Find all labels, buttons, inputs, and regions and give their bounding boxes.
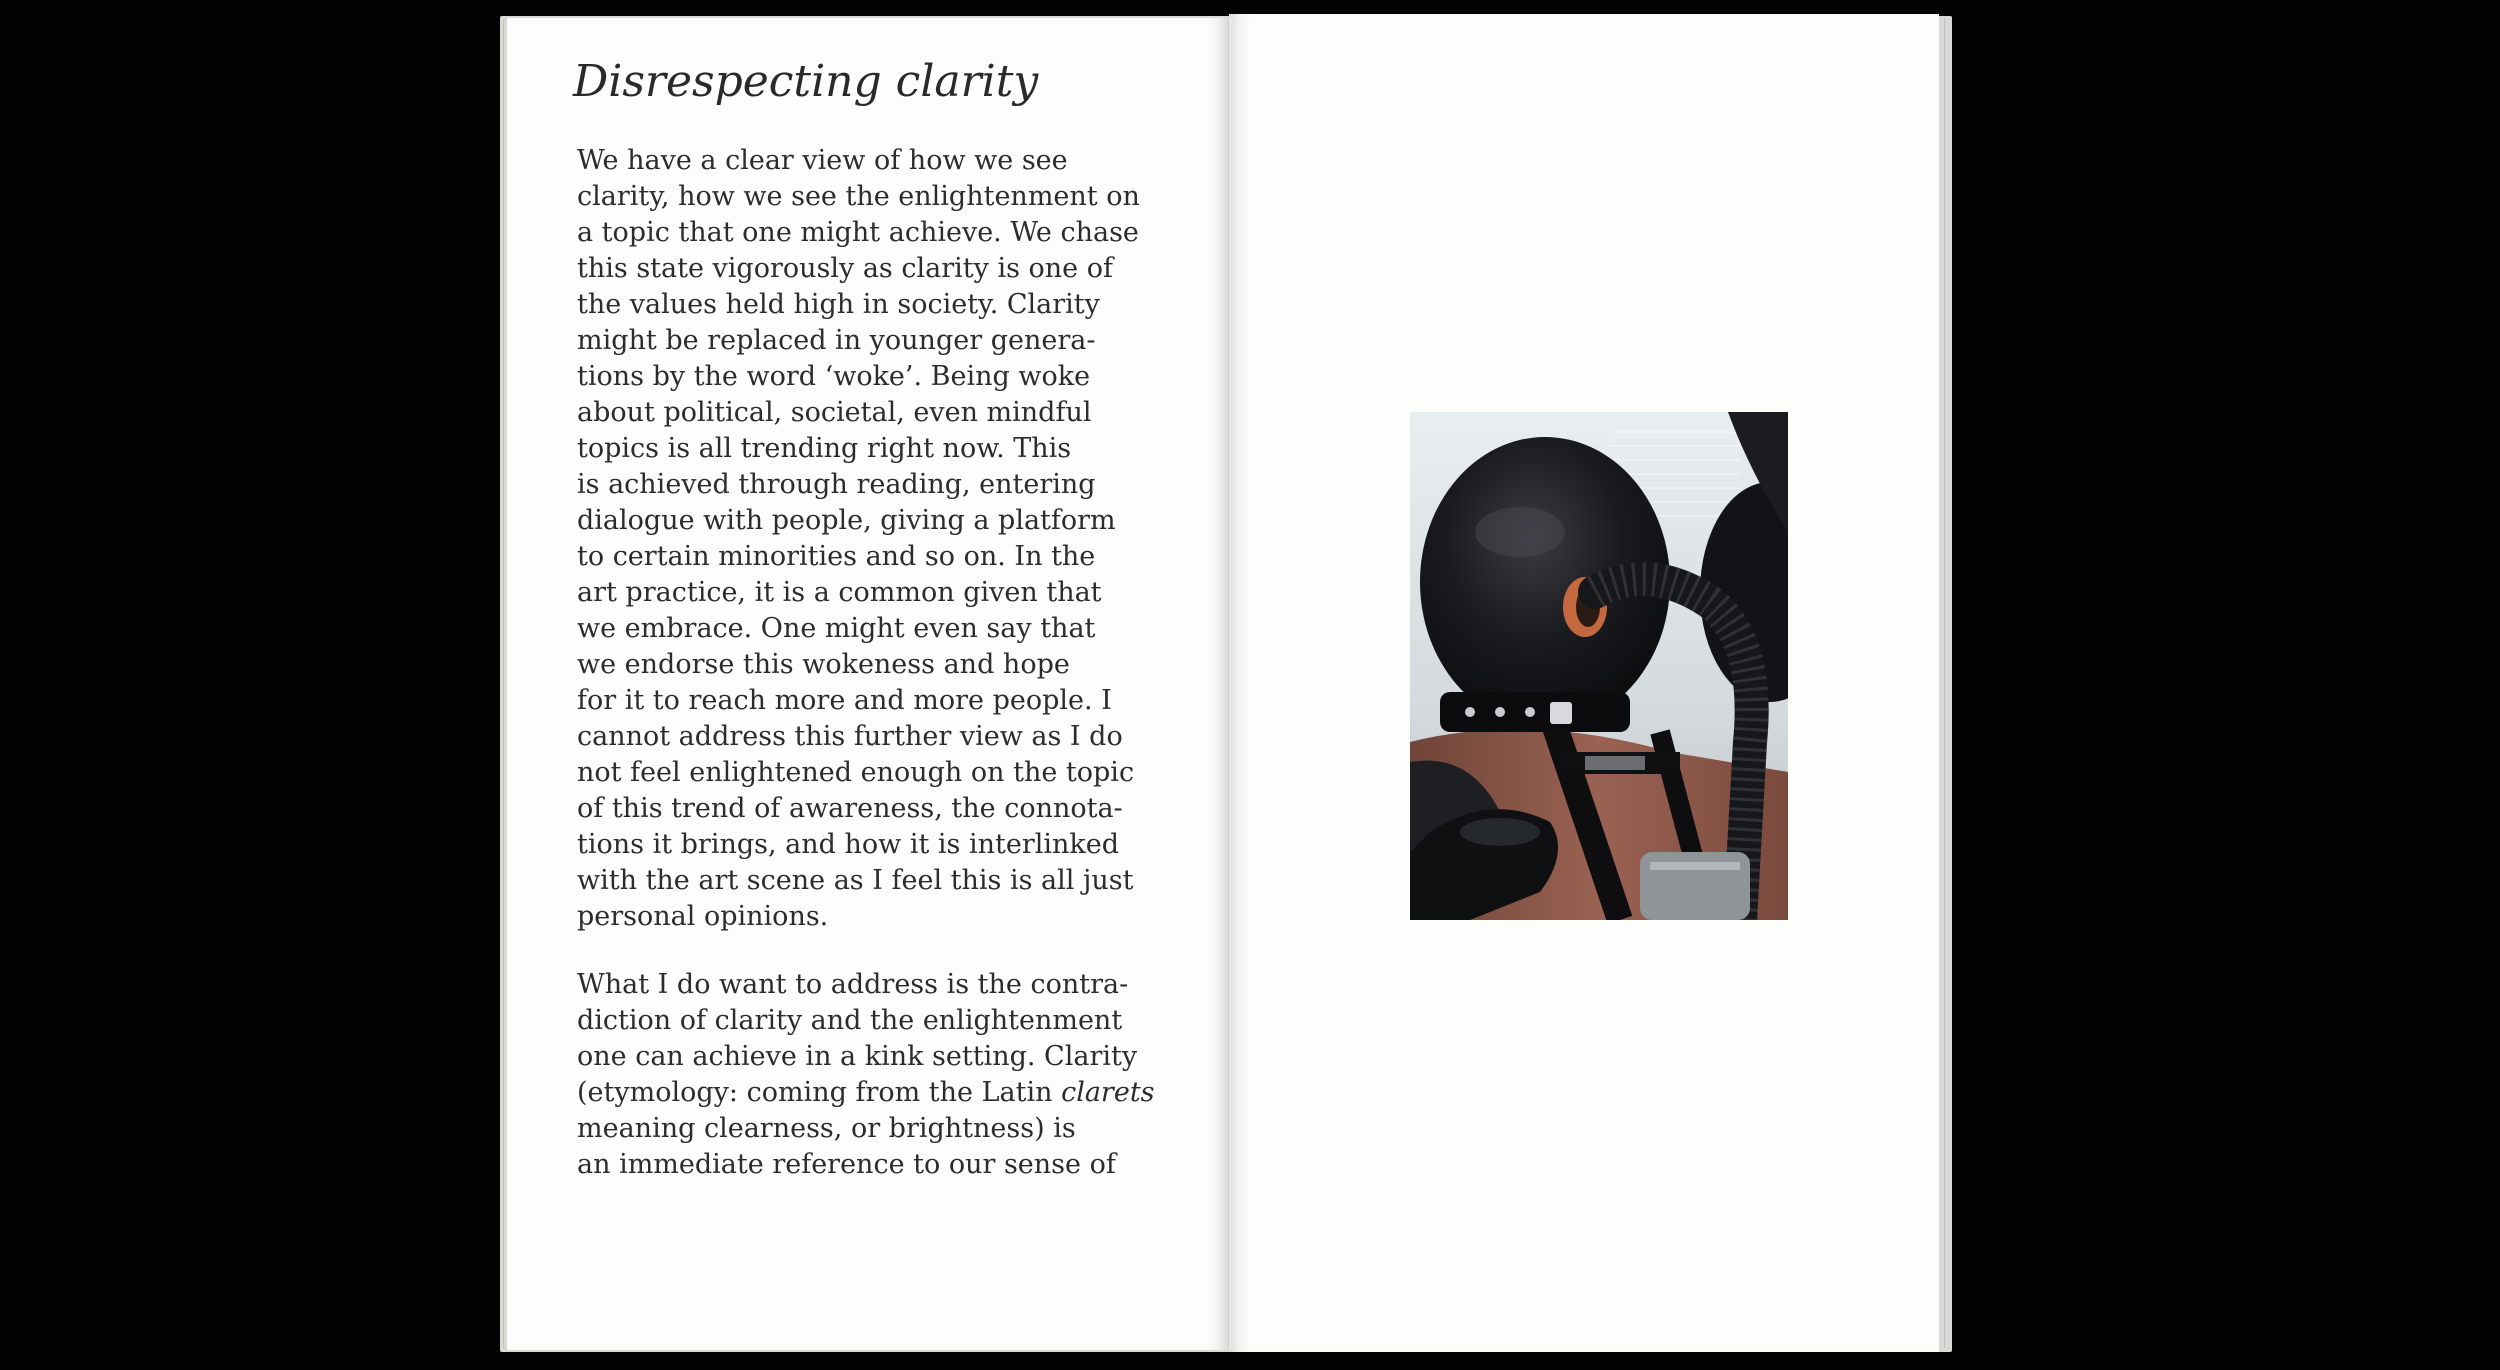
paragraph-1-line: to certain minorities and so on. In the (577, 541, 1096, 572)
paragraph-1-line: tions it brings, and how it is interlinked (577, 829, 1120, 860)
page-title: Disrespecting clarity (573, 56, 1039, 107)
paragraph-1-line: personal opinions. (577, 901, 829, 932)
etymology-prefix: (etymology: coming from the Latin (577, 1077, 1062, 1108)
paragraph-1-line: dialogue with people, giving a platform (577, 505, 1116, 536)
paragraph-1 (577, 143, 1217, 935)
paragraph-2 (577, 967, 1217, 1183)
paragraph-1-line: clarity, how we see the enlightenment on (577, 181, 1140, 212)
paragraph-1-line: we embrace. One might even say that (577, 613, 1096, 644)
paragraph-1-line: tions by the word ‘woke’. Being woke (577, 361, 1091, 392)
paragraph-1-line: topics is all trending right now. This (577, 433, 1072, 464)
paragraph-1-line: a topic that one might achieve. We chase (577, 217, 1139, 248)
paragraph-2-etymology-line (577, 1075, 1217, 1111)
photo-illustration (1410, 412, 1788, 920)
paragraph-1-line: with the art scene as I feel this is all just (577, 865, 1134, 896)
paragraph-1-line: about political, societal, even mindful (577, 397, 1092, 428)
paragraph-1-line: we endorse this wokeness and hope (577, 649, 1070, 680)
etymology-latin-word: clarets (1061, 1077, 1155, 1108)
paragraph-1-line: this state vigorously as clarity is one of (577, 253, 1113, 284)
paragraph-2-line: meaning clearness, or brightness) is (577, 1113, 1076, 1144)
paragraph-1-line: might be replaced in younger genera- (577, 325, 1096, 356)
paragraph-1-line: cannot address this further view as I do (577, 721, 1123, 752)
paragraph-2-line: an immediate reference to our sense of (577, 1149, 1116, 1180)
paragraph-1-line: art practice, it is a common given that (577, 577, 1102, 608)
paragraph-1-line: We have a clear view of how we see (577, 145, 1068, 176)
paragraph-1-line: of this trend of awareness, the connota- (577, 793, 1123, 824)
paragraph-1-line: for it to reach more and more people. I (577, 685, 1112, 716)
left-page-edge-line (503, 20, 504, 1348)
paragraph-2-line: diction of clarity and the enlightenment (577, 1005, 1123, 1036)
book-gutter (1228, 18, 1231, 1350)
paragraph-1-line: is achieved through reading, entering (577, 469, 1096, 500)
photo-rubber-gas-mask-figure (1410, 412, 1788, 920)
paragraph-1-line: not feel enlightened enough on the topic (577, 757, 1135, 788)
paragraph-1-line: the values held high in society. Clarity (577, 289, 1100, 320)
right-page-edge-line (1944, 18, 1945, 1348)
paragraph-2-line: one can achieve in a kink setting. Clarity (577, 1041, 1138, 1072)
paragraph-2-line: What I do want to address is the contra- (577, 969, 1129, 1000)
